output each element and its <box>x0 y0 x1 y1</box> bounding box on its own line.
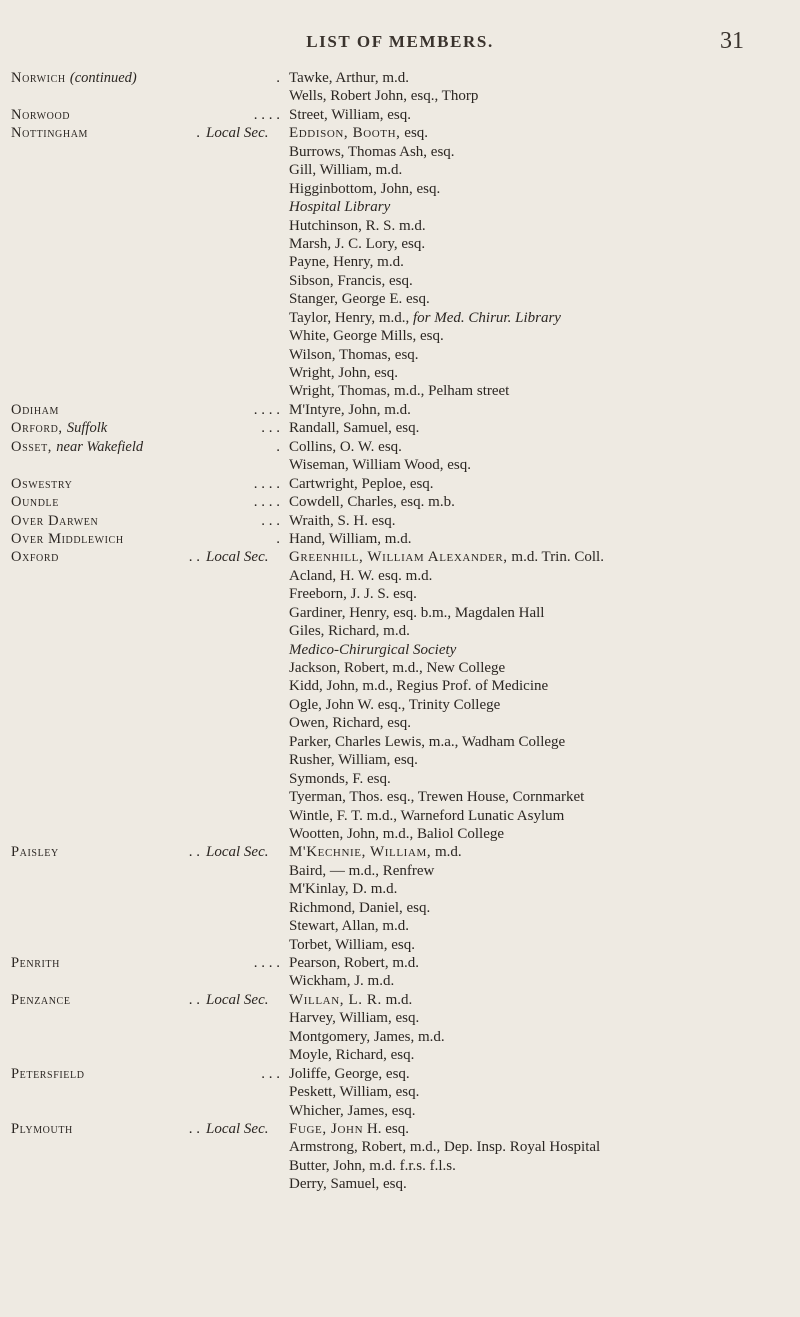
list-row <box>0 954 800 972</box>
list-row <box>0 401 800 419</box>
member-text: Hand, William, m.d. <box>289 530 412 547</box>
member-entry <box>289 1102 415 1120</box>
local-secretary-name: Willan, L. R. <box>289 991 382 1008</box>
member-entry <box>289 641 456 659</box>
local-secretary-name: Fuge, John <box>289 1120 364 1137</box>
place-label: Oundle <box>11 494 59 511</box>
leader-dots: . . <box>188 549 200 566</box>
member-entry <box>289 161 402 179</box>
page-number: 31 <box>720 28 744 54</box>
member-entry <box>289 1065 410 1083</box>
member-text: White, George Mills, esq. <box>289 328 444 345</box>
list-row <box>0 548 800 566</box>
member-entry <box>289 327 444 345</box>
member-text: Wraith, S. H. esq. <box>289 512 396 529</box>
place-name <box>11 124 88 142</box>
member-text: Baird, — m.d., Renfrew <box>289 862 435 879</box>
member-text: m.d. Trin. Coll. <box>507 549 604 566</box>
member-text: Armstrong, Robert, m.d., Dep. Insp. Royal Hospital <box>289 1139 601 1156</box>
place-name <box>11 438 143 456</box>
member-text: H. esq. <box>363 1120 409 1137</box>
place-name <box>11 69 137 87</box>
member-text: Hutchinson, R. S. m.d. <box>289 217 426 234</box>
place-qualifier: near Wakefield <box>56 438 144 455</box>
member-text: M'Intyre, John, m.d. <box>289 401 411 418</box>
member-text: Peskett, William, esq. <box>289 1084 420 1101</box>
local-secretary-label: Local Sec. <box>206 549 269 566</box>
member-entry <box>289 475 434 493</box>
page-header <box>0 28 800 56</box>
list-row <box>0 972 800 990</box>
member-text: Marsh, J. C. Lory, esq. <box>289 235 426 252</box>
place-label: Osset, <box>11 438 53 455</box>
list-row <box>0 512 800 530</box>
member-text: Stewart, Allan, m.d. <box>289 918 409 935</box>
member-text: Giles, Richard, m.d. <box>289 623 410 640</box>
member-entry <box>289 438 402 456</box>
list-row <box>0 843 800 861</box>
place-label: Norwich <box>11 70 66 86</box>
member-entry <box>289 991 412 1009</box>
member-entry <box>289 1138 600 1156</box>
member-text: Payne, Henry, m.d. <box>289 254 404 271</box>
member-text: Kidd, John, m.d., Regius Prof. of Medicine <box>289 678 549 695</box>
running-title: LIST OF MEMBERS. <box>306 32 494 51</box>
place-name <box>11 548 59 566</box>
list-row <box>0 217 800 235</box>
member-entry <box>289 770 391 788</box>
place-label: Over Darwen <box>11 512 99 529</box>
place-label: Nottingham <box>11 125 89 142</box>
place-name <box>11 475 72 493</box>
list-row <box>0 991 800 1009</box>
member-text: Wilson, Thomas, esq. <box>289 346 419 363</box>
place-label: Oxford <box>11 549 59 566</box>
member-text: Rusher, William, esq. <box>289 752 418 769</box>
leader-dots: . . <box>188 991 200 1008</box>
member-entry <box>289 880 397 898</box>
member-entry <box>289 548 604 566</box>
member-text: esq. <box>400 125 429 142</box>
member-entry <box>289 954 419 972</box>
list-row <box>0 456 800 474</box>
list-row <box>0 677 800 695</box>
member-entry <box>289 677 548 695</box>
place-label: Petersfield <box>11 1065 85 1082</box>
member-text: Symonds, F. esq. <box>289 770 391 787</box>
member-entry <box>289 456 471 474</box>
member-text: Owen, Richard, esq. <box>289 715 412 732</box>
place-label: Over Middlewich <box>11 530 124 547</box>
member-entry <box>289 512 395 530</box>
member-entry <box>289 936 415 954</box>
member-entry <box>289 1009 419 1027</box>
member-entry <box>289 290 430 308</box>
list-row <box>0 438 800 456</box>
member-text: Cowdell, Charles, esq. m.b. <box>289 494 455 511</box>
place-name <box>11 954 60 972</box>
local-secretary-label: Local Sec. <box>206 1120 269 1137</box>
list-row <box>0 198 800 216</box>
member-entry <box>289 124 428 142</box>
member-entry <box>289 143 455 161</box>
place-label: Norwood <box>11 106 71 123</box>
place-name <box>11 1065 85 1083</box>
list-row <box>0 327 800 345</box>
member-text: Freeborn, J. J. S. esq. <box>289 586 417 603</box>
list-row <box>0 936 800 954</box>
list-row <box>0 788 800 806</box>
member-text: Cartwright, Peploe, esq. <box>289 475 434 492</box>
leader-dots: . . . . <box>253 955 280 971</box>
member-entry <box>289 862 434 880</box>
member-entry <box>289 106 411 124</box>
local-secretary-name: M'Kechnie, William, <box>289 844 432 861</box>
member-entry <box>289 622 410 640</box>
member-entry <box>289 346 419 364</box>
member-text: Street, William, esq. <box>289 106 412 123</box>
list-row <box>0 1046 800 1064</box>
place-label: Plymouth <box>11 1120 73 1137</box>
list-row <box>0 1065 800 1083</box>
member-entry <box>289 401 411 419</box>
member-text: Tyerman, Thos. esq., Trewen House, Cornmarket <box>289 789 585 806</box>
list-row <box>0 899 800 917</box>
list-row <box>0 69 800 87</box>
member-entry <box>289 309 561 327</box>
place-label: Penrith <box>11 955 60 971</box>
list-row <box>0 751 800 769</box>
local-secretary-label: Local Sec. <box>206 844 269 861</box>
member-entry <box>289 253 404 271</box>
local-secretary-name: Eddison, Booth, <box>289 125 401 142</box>
place-label: Oswestry <box>11 475 73 492</box>
list-row <box>0 1083 800 1101</box>
member-text: m.d. <box>381 991 413 1008</box>
leader-dots: . . <box>188 1120 200 1137</box>
member-text: Joliffe, George, esq. <box>289 1065 410 1082</box>
place-name <box>11 991 71 1009</box>
member-text: Wiseman, William Wood, esq. <box>289 457 472 474</box>
member-entry <box>289 1175 407 1193</box>
member-text: Burrows, Thomas Ash, esq. <box>289 143 455 160</box>
member-entry <box>289 364 398 382</box>
list-row <box>0 475 800 493</box>
local-secretary-label: Local Sec. <box>206 991 269 1008</box>
member-entry <box>289 272 413 290</box>
member-entry <box>289 696 500 714</box>
member-entry <box>289 1120 409 1138</box>
list-row <box>0 1009 800 1027</box>
list-row <box>0 807 800 825</box>
member-text: Wootten, John, m.d., Baliol College <box>289 825 505 842</box>
member-entry <box>289 180 440 198</box>
member-text: Wells, Robert John, esq., Thorp <box>289 88 479 105</box>
member-text: Derry, Samuel, esq. <box>289 1176 407 1193</box>
member-italic-text: Hospital Library <box>289 199 391 216</box>
member-entry <box>289 807 564 825</box>
member-text: Taylor, Henry, m.d., <box>289 309 414 326</box>
member-entry <box>289 1157 456 1175</box>
member-text: Torbet, William, esq. <box>289 936 415 953</box>
leader-dots: . <box>276 530 280 547</box>
member-entry <box>289 1028 445 1046</box>
member-text: Wright, Thomas, m.d., Pelham street <box>289 383 510 400</box>
member-entry <box>289 1046 414 1064</box>
member-italic-text: Medico-Chirurgical Society <box>289 641 457 658</box>
list-row <box>0 87 800 105</box>
list-row <box>0 180 800 198</box>
list-row <box>0 290 800 308</box>
member-entry <box>289 733 565 751</box>
member-text: Collins, O. W. esq. <box>289 438 402 455</box>
member-text: Moyle, Richard, esq. <box>289 1047 415 1064</box>
member-entry <box>289 714 411 732</box>
member-entry <box>289 567 432 585</box>
list-row <box>0 1028 800 1046</box>
member-entry <box>289 217 426 235</box>
member-text: Whicher, James, esq. <box>289 1102 416 1119</box>
list-row <box>0 585 800 603</box>
member-text: Sibson, Francis, esq. <box>289 272 413 289</box>
list-row <box>0 253 800 271</box>
member-entry <box>289 659 505 677</box>
leader-dots: . <box>196 125 200 142</box>
member-entry <box>289 493 455 511</box>
member-entry <box>289 530 411 548</box>
list-row <box>0 917 800 935</box>
member-entry <box>289 69 409 87</box>
place-name <box>11 1120 73 1138</box>
list-row <box>0 272 800 290</box>
leader-dots: . . . . <box>253 401 280 418</box>
place-name <box>11 530 124 548</box>
member-entry <box>289 899 430 917</box>
place-qualifier: (continued) <box>69 70 137 86</box>
list-row <box>0 530 800 548</box>
list-row <box>0 1138 800 1156</box>
local-secretary-name: Greenhill, William Alexander, <box>289 549 508 566</box>
leader-dots: . . <box>188 844 200 861</box>
list-row <box>0 309 800 327</box>
member-text: Wickham, J. m.d. <box>289 973 395 990</box>
member-entry <box>289 788 584 806</box>
member-text: Higginbottom, John, esq. <box>289 180 441 197</box>
member-list <box>0 69 800 1194</box>
member-entry <box>289 604 544 622</box>
member-text: Montgomery, James, m.d. <box>289 1028 445 1045</box>
list-row <box>0 641 800 659</box>
list-row <box>0 825 800 843</box>
member-text: Wintle, F. T. m.d., Warneford Lunatic Asylum <box>289 807 565 824</box>
list-row <box>0 770 800 788</box>
leader-dots: . . . <box>261 512 280 529</box>
leader-dots: . . . . <box>253 106 280 123</box>
member-text: Acland, H. W. esq. m.d. <box>289 567 433 584</box>
place-name <box>11 401 59 419</box>
member-text: Ogle, John W. esq., Trinity College <box>289 696 501 713</box>
member-text: Gill, William, m.d. <box>289 162 403 179</box>
member-entry <box>289 198 390 216</box>
leader-dots: . <box>276 70 280 86</box>
place-name <box>11 843 59 861</box>
member-text: Pearson, Robert, m.d. <box>289 955 419 971</box>
list-row <box>0 364 800 382</box>
member-text: Harvey, William, esq. <box>289 1010 420 1027</box>
place-name <box>11 493 59 511</box>
list-row <box>0 659 800 677</box>
list-row <box>0 604 800 622</box>
member-text: Parker, Charles Lewis, m.a., Wadham College <box>289 733 566 750</box>
place-label: Odiham <box>11 401 59 418</box>
local-secretary-label: Local Sec. <box>206 125 269 142</box>
list-row <box>0 419 800 437</box>
member-text: Richmond, Daniel, esq. <box>289 899 431 916</box>
list-row <box>0 493 800 511</box>
list-row <box>0 161 800 179</box>
member-entry <box>289 87 478 105</box>
member-entry <box>289 235 425 253</box>
place-name <box>11 512 98 530</box>
list-row <box>0 880 800 898</box>
place-name <box>11 106 70 124</box>
list-row <box>0 1120 800 1138</box>
member-text: Butter, John, m.d. f.r.s. f.l.s. <box>289 1157 456 1174</box>
member-entry <box>289 972 394 990</box>
place-label: Paisley <box>11 844 59 861</box>
member-text: Randall, Samuel, esq. <box>289 420 420 437</box>
member-entry <box>289 585 417 603</box>
member-entry <box>289 825 504 843</box>
list-row <box>0 567 800 585</box>
member-text: M'Kinlay, D. m.d. <box>289 881 398 898</box>
list-row <box>0 862 800 880</box>
member-italic-text: for Med. Chirur. Library <box>413 309 561 326</box>
member-entry <box>289 1083 419 1101</box>
member-text: Tawke, Arthur, m.d. <box>289 70 409 86</box>
leader-dots: . . . <box>261 420 280 437</box>
leader-dots: . . . . <box>253 494 280 511</box>
member-text: m.d. <box>431 844 462 861</box>
leader-dots: . . . . <box>253 475 280 492</box>
list-row <box>0 733 800 751</box>
list-row <box>0 1157 800 1175</box>
member-text: Gardiner, Henry, esq. b.m., Magdalen Hall <box>289 604 545 621</box>
member-entry <box>289 382 509 400</box>
leader-dots: . . . <box>261 1065 280 1082</box>
list-row <box>0 382 800 400</box>
member-entry <box>289 917 409 935</box>
place-qualifier: Suffolk <box>66 420 108 437</box>
list-row <box>0 346 800 364</box>
member-text: Wright, John, esq. <box>289 365 398 381</box>
place-label: Penzance <box>11 991 71 1008</box>
list-row <box>0 622 800 640</box>
place-label: Orford, <box>11 420 63 437</box>
list-row <box>0 714 800 732</box>
list-row <box>0 106 800 124</box>
list-row <box>0 696 800 714</box>
member-text: Jackson, Robert, m.d., New College <box>289 660 506 676</box>
list-row <box>0 1175 800 1193</box>
member-entry <box>289 419 419 437</box>
list-row <box>0 124 800 142</box>
place-name <box>11 419 107 437</box>
member-entry <box>289 751 418 769</box>
member-text: Stanger, George E. esq. <box>289 291 430 308</box>
list-row <box>0 235 800 253</box>
list-row <box>0 1102 800 1120</box>
list-row <box>0 143 800 161</box>
leader-dots: . <box>276 438 280 455</box>
member-entry <box>289 843 462 861</box>
